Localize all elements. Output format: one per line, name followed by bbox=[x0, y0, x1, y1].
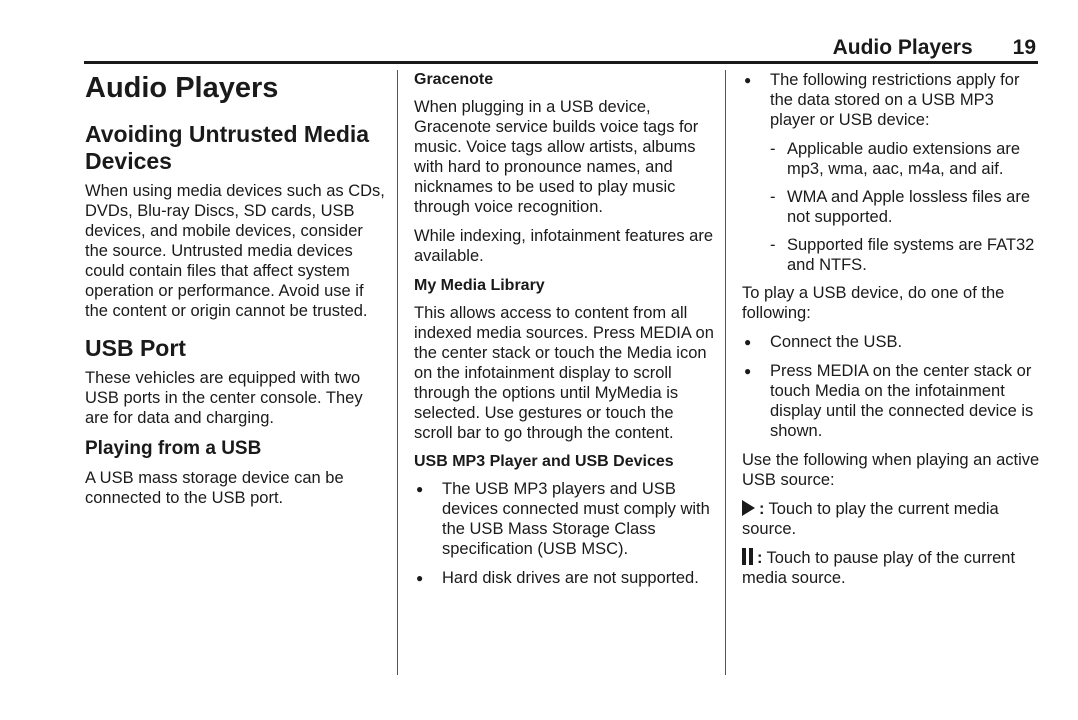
paragraph-indexing: While indexing, infotainment features are available. bbox=[414, 227, 713, 265]
column-2 bbox=[414, 70, 714, 597]
paragraph-playing-from-usb: A USB mass storage device can be connected to the USB port. bbox=[85, 469, 344, 507]
bullet-item: ● The USB MP3 players and USB devices connected must comply with the USB Mass Storage Class specification (USB MSC). bbox=[414, 479, 714, 559]
heading-usb-mp3: USB MP3 Player and USB Devices bbox=[414, 453, 674, 470]
heading-playing-from-usb: Playing from a USB bbox=[85, 438, 262, 459]
dash-marker: - bbox=[770, 188, 776, 206]
heading-untrusted-media: Avoiding Untrusted Media Devices bbox=[85, 121, 370, 174]
running-header bbox=[833, 36, 1036, 62]
paragraph-my-media-library: This allows access to content from all indexed media sources. Press MEDIA on the center stack or touch the Media icon on the infotainment display to scroll through the options until MyMedia is selected. Use gestures or touch the scroll bar to go through the content. bbox=[414, 304, 714, 442]
paragraph-untrusted-media: When using media devices such as CDs, DVDs, Blu-ray Discs, SD cards, USB devices, and mobile devices, consider the source. Untrusted media devices could contain files that affect system operation or performance. Avoid use if the content or origin cannot be trusted. bbox=[85, 182, 385, 320]
paragraph-usb-port: These vehicles are equipped with two USB ports in the center console. They are for data and charging. bbox=[85, 369, 363, 427]
play-desc-text: Touch to play the current media source. bbox=[742, 500, 999, 538]
page-title: Audio Players bbox=[85, 72, 279, 104]
dash-marker: - bbox=[770, 140, 776, 158]
dash-item bbox=[742, 235, 1042, 275]
bullet-item: ● Press MEDIA on the center stack or touch Media on the infotainment display until the connected device is shown. bbox=[742, 361, 1042, 441]
dash-item-text: Supported file systems are FAT32 and NTFS. bbox=[787, 236, 1035, 274]
heading-gracenote: Gracenote bbox=[414, 71, 494, 88]
dash-marker: - bbox=[770, 236, 776, 254]
dash-item-text: Applicable audio extensions are mp3, wma, aac, m4a, and aif. bbox=[787, 140, 1020, 178]
pause-control-description bbox=[742, 548, 1042, 588]
heading-my-media-library: My Media Library bbox=[414, 277, 545, 294]
bullet-item: ● Hard disk drives are not supported. bbox=[414, 568, 714, 588]
paragraph-gracenote: When plugging in a USB device, Gracenote service builds voice tags for music. Voice tags allow artists, albums with hard to pronounce names, and nicknames to be used to play music through voice recognition. bbox=[414, 98, 699, 216]
dash-item-text: WMA and Apple lossless files are not supported. bbox=[787, 188, 1031, 226]
column-3 bbox=[742, 70, 1042, 597]
colon: : bbox=[757, 549, 763, 567]
heading-usb-port: USB Port bbox=[85, 335, 186, 361]
column-divider-2 bbox=[725, 70, 726, 675]
play-control-description bbox=[742, 499, 1042, 539]
pause-icon bbox=[742, 548, 754, 565]
column-1 bbox=[85, 70, 385, 517]
dash-item bbox=[742, 187, 1042, 227]
header-section-title: Audio Players bbox=[832, 36, 973, 59]
pause-desc-text: Touch to pause play of the current media source. bbox=[742, 549, 1016, 587]
column-divider-1 bbox=[397, 70, 398, 675]
bullet-item: ● Connect the USB. bbox=[742, 332, 1042, 352]
colon: : bbox=[759, 500, 765, 518]
paragraph-play-intro: To play a USB device, do one of the following: bbox=[742, 284, 1005, 322]
play-icon bbox=[742, 500, 755, 516]
bullet-restrictions: ● The following restrictions apply for the data stored on a USB MP3 player or USB device: bbox=[742, 70, 1042, 130]
paragraph-active-intro: Use the following when playing an active USB source: bbox=[742, 451, 1040, 489]
header-rule bbox=[84, 61, 1038, 64]
page-number: 19 bbox=[1012, 36, 1036, 59]
dash-item bbox=[742, 139, 1042, 179]
